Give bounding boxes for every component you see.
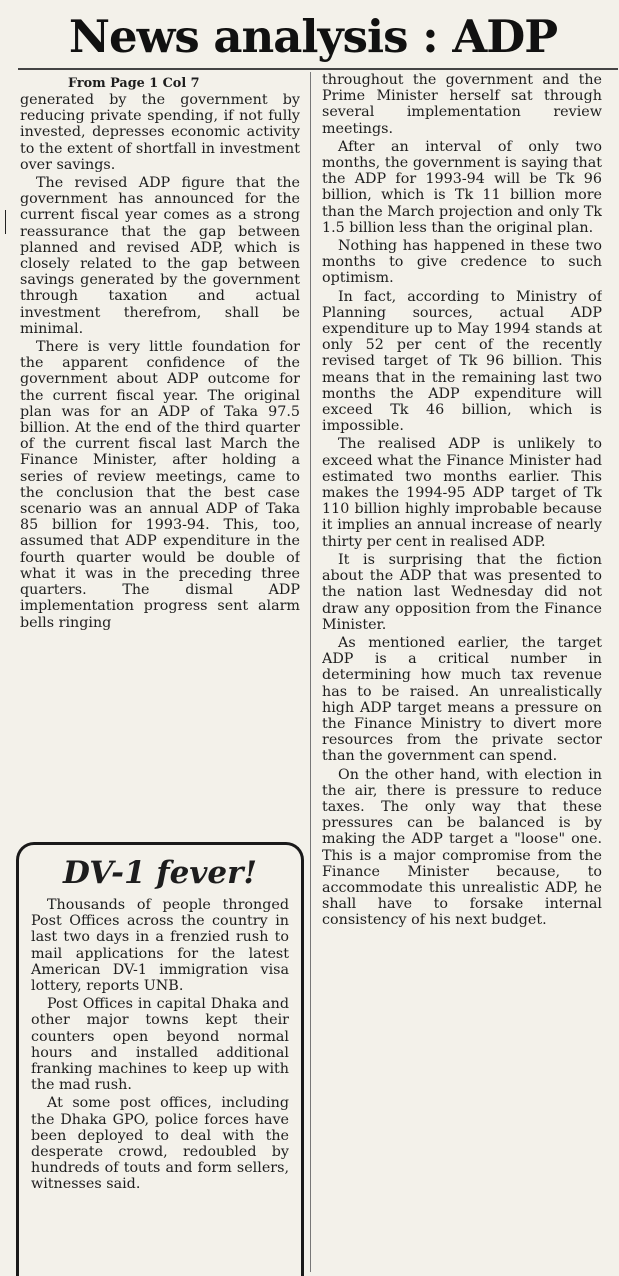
headline: News analysis : ADP <box>68 10 558 63</box>
jump-line: From Page 1 Col 7 <box>68 76 200 91</box>
right-column <box>322 72 602 1272</box>
left-column <box>20 72 300 834</box>
right-paragraph: Nothing has happened in these two months to give credence to such optimism. <box>322 238 602 287</box>
right-paragraph: It is surprising that the fiction about the ADP that was presented to the nation last Wednesday did not draw any opposition from the Finance Minister. <box>322 551 602 633</box>
box-paragraph: Thousands of people thronged Post Offices across the country in last two days in a frenzied rush to mail applications for the latest American DV-1 immigration visa lottery, reports UNB. <box>31 897 289 995</box>
box-title: DV-1 fever! <box>62 855 258 891</box>
right-paragraph: The realised ADP is unlikely to exceed what the Finance Minister had estimated two months earlier. This makes the 1994-95 ADP target of Tk 110 billion highly improbable because it implies an annual increase of nearly thirty per cent in realised ADP. <box>322 436 602 550</box>
right-paragraph: On the other hand, with election in the air, there is pressure to reduce taxes. The only way that these pressures can be balanced is by making the ADP target a "loose" one. This is a major compromise from the Finance Minister because, to accommodate this unrealistic ADP, he shall have to forsake internal consistency of his next budget. <box>322 766 602 929</box>
box-paragraph: Post Offices in capital Dhaka and other major towns kept their counters open beyond normal hours and installed additional franking machines to keep up with the mad rush. <box>31 996 289 1094</box>
right-paragraph: In fact, according to Ministry of Planning sources, actual ADP expenditure up to May 1994 stands at only 52 per cent of the recently revised target of Tk 96 billion. This means that in the remaining last two months the ADP expenditure will exceed Tk 46 billion, which is impossible. <box>322 288 602 435</box>
column-rule <box>310 72 311 1272</box>
right-paragraph: After an interval of only two months, the government is saying that the ADP for 1993-94 will be Tk 96 billion, which is Tk 11 billion more than the March projection and only Tk 1.5 billion less than the original plan. <box>322 138 602 236</box>
dv1-fever-box <box>16 842 304 1276</box>
right-paragraph: throughout the government and the Prime Minister herself sat through several implementation review meetings. <box>322 72 602 137</box>
left-paragraph: generated by the government by reducing private spending, if not fully invested, depresses economic activity to the extent of shortfall in investment over savings. <box>20 92 300 173</box>
left-paragraph: There is very little foundation for the apparent confidence of the government about ADP outcome for the current fiscal year. The original plan was for an ADP of Taka 97.5 billion. At the end of the third quarter of the current fiscal last March the Finance Minister, after holding a series of review meetings, came to the conclusion that the best case scenario was an annual ADP of Taka 85 billion for 1993-94. This, too, assumed that ADP expenditure in the fourth quarter would be double of what it was in the preceding three quarters. The dismal ADP implementation progress sent alarm bells ringing <box>20 339 300 631</box>
right-paragraph: As mentioned earlier, the target ADP is a critical number in determining how much tax revenue has to be raised. An unrealistically high ADP target means a pressure on the Finance Ministry to divert more resources from the private sector than the government can spend. <box>322 634 602 765</box>
left-paragraph: The revised ADP figure that the government has announced for the current fiscal year comes as a strong reassurance that the gap between planned and revised ADP, which is closely related to the gap between savings generated by the government through taxation and actual investment therefrom, shall be minimal. <box>20 175 300 337</box>
edge-mark <box>5 210 6 234</box>
box-paragraph: At some post offices, including the Dhaka GPO, police forces have been deployed to deal with the desperate crowd, redoubled by hundreds of touts and form sellers, witnesses said. <box>31 1095 289 1193</box>
headline-rule <box>18 68 618 70</box>
box-body <box>31 897 289 1193</box>
